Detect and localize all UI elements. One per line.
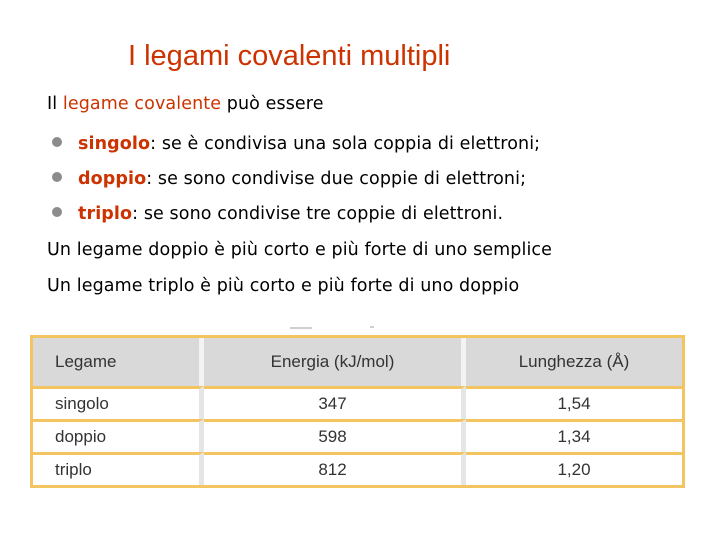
header-energia: Energia (kJ/mol) [204, 338, 466, 386]
bullet-dot-icon [52, 207, 62, 217]
bullet-keyword: triplo [78, 204, 133, 224]
scan-artifact [290, 326, 380, 329]
cell-energy: 598 [204, 419, 466, 452]
bullet-dot-icon [52, 137, 62, 147]
bullet-item-singolo [52, 134, 540, 154]
bond-data-table-container [30, 335, 685, 488]
bullet-item-triplo [52, 204, 503, 224]
slide-title: I legami covalenti multipli [128, 40, 451, 72]
bullet-text: : se sono condivise due coppie di elettroni; [146, 169, 527, 189]
table-row [33, 386, 682, 419]
intro-line [47, 94, 324, 114]
intro-suffix: può essere [221, 94, 324, 114]
header-lunghezza: Lunghezza (Å) [466, 338, 682, 386]
intro-prefix: Il [47, 94, 63, 114]
cell-length: 1,20 [466, 452, 682, 485]
table-header-row [33, 338, 682, 386]
cell-length: 1,54 [466, 386, 682, 419]
bullet-keyword: doppio [78, 169, 147, 189]
cell-energy: 347 [204, 386, 466, 419]
statement-double-bond: Un legame doppio è più corto e più forte di uno semplice [47, 240, 553, 260]
cell-bond-type: singolo [33, 386, 204, 419]
cell-bond-type: triplo [33, 452, 204, 485]
statement-triple-bond: Un legame triplo è più corto e più forte di uno doppio [47, 276, 520, 296]
table-row [33, 452, 682, 485]
cell-length: 1,34 [466, 419, 682, 452]
bullet-item-doppio [52, 169, 526, 189]
table-row [33, 419, 682, 452]
bullet-text: : se è condivisa una sola coppia di elettroni; [150, 134, 541, 154]
header-legame: Legame [33, 338, 204, 386]
bond-data-table [33, 338, 682, 485]
cell-bond-type: doppio [33, 419, 204, 452]
bullet-dot-icon [52, 172, 62, 182]
bullet-keyword: singolo [78, 134, 151, 154]
cell-energy: 812 [204, 452, 466, 485]
intro-accent-term: legame covalente [62, 94, 222, 114]
bullet-text: : se sono condivise tre coppie di elettroni. [132, 204, 504, 224]
